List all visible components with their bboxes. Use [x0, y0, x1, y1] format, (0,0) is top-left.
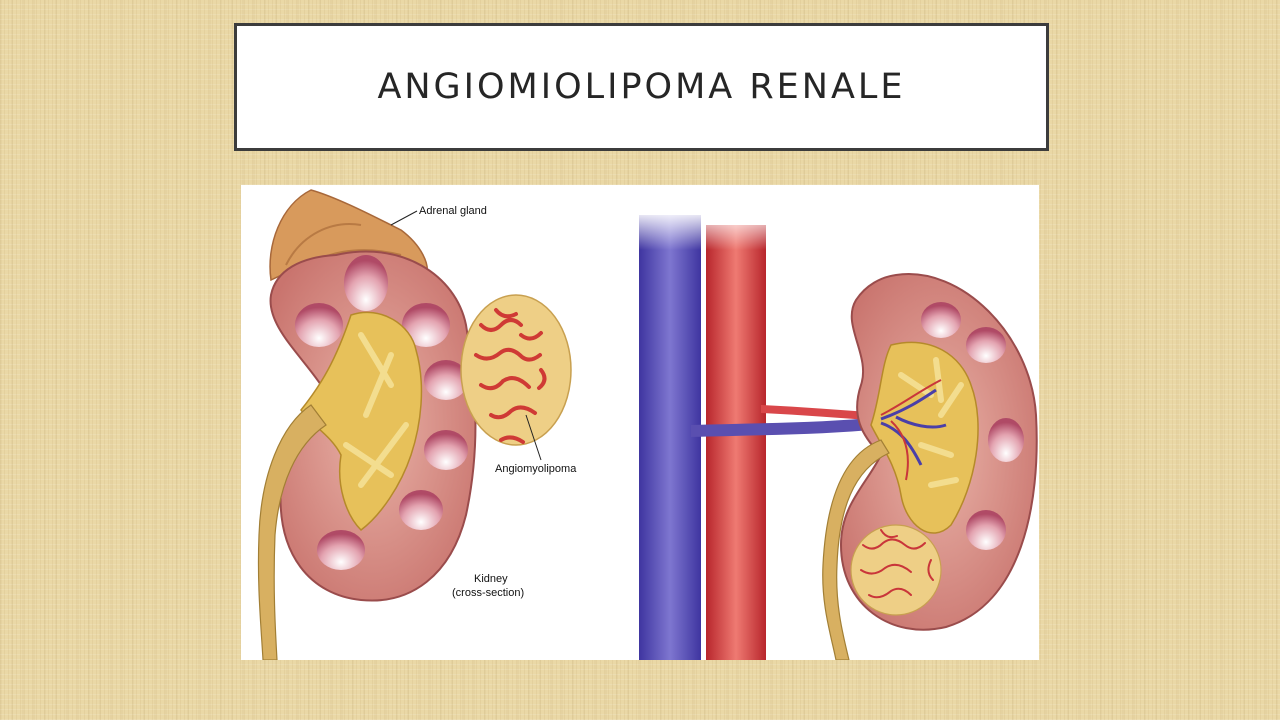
- angiomyolipoma-tumor: [461, 295, 571, 445]
- right-kidney-vessels: [631, 210, 1037, 660]
- right-angiomyolipoma: [851, 525, 941, 615]
- left-kidney-cross-section: [258, 190, 577, 660]
- label-adrenal-gland: Adrenal gland: [419, 205, 487, 217]
- kidney-illustration: [241, 185, 1039, 660]
- slide-title-box: [234, 23, 1049, 151]
- aorta: [706, 225, 766, 660]
- label-kidney: Kidney: [474, 573, 508, 585]
- slide-title: ANGIOMIOLIPOMA RENALE: [377, 67, 906, 107]
- kidney-diagram: [241, 185, 1039, 660]
- label-angiomyolipoma: Angiomyolipoma: [495, 463, 577, 475]
- vena-cava: [639, 215, 701, 660]
- label-cross-section: (cross-section): [452, 587, 525, 599]
